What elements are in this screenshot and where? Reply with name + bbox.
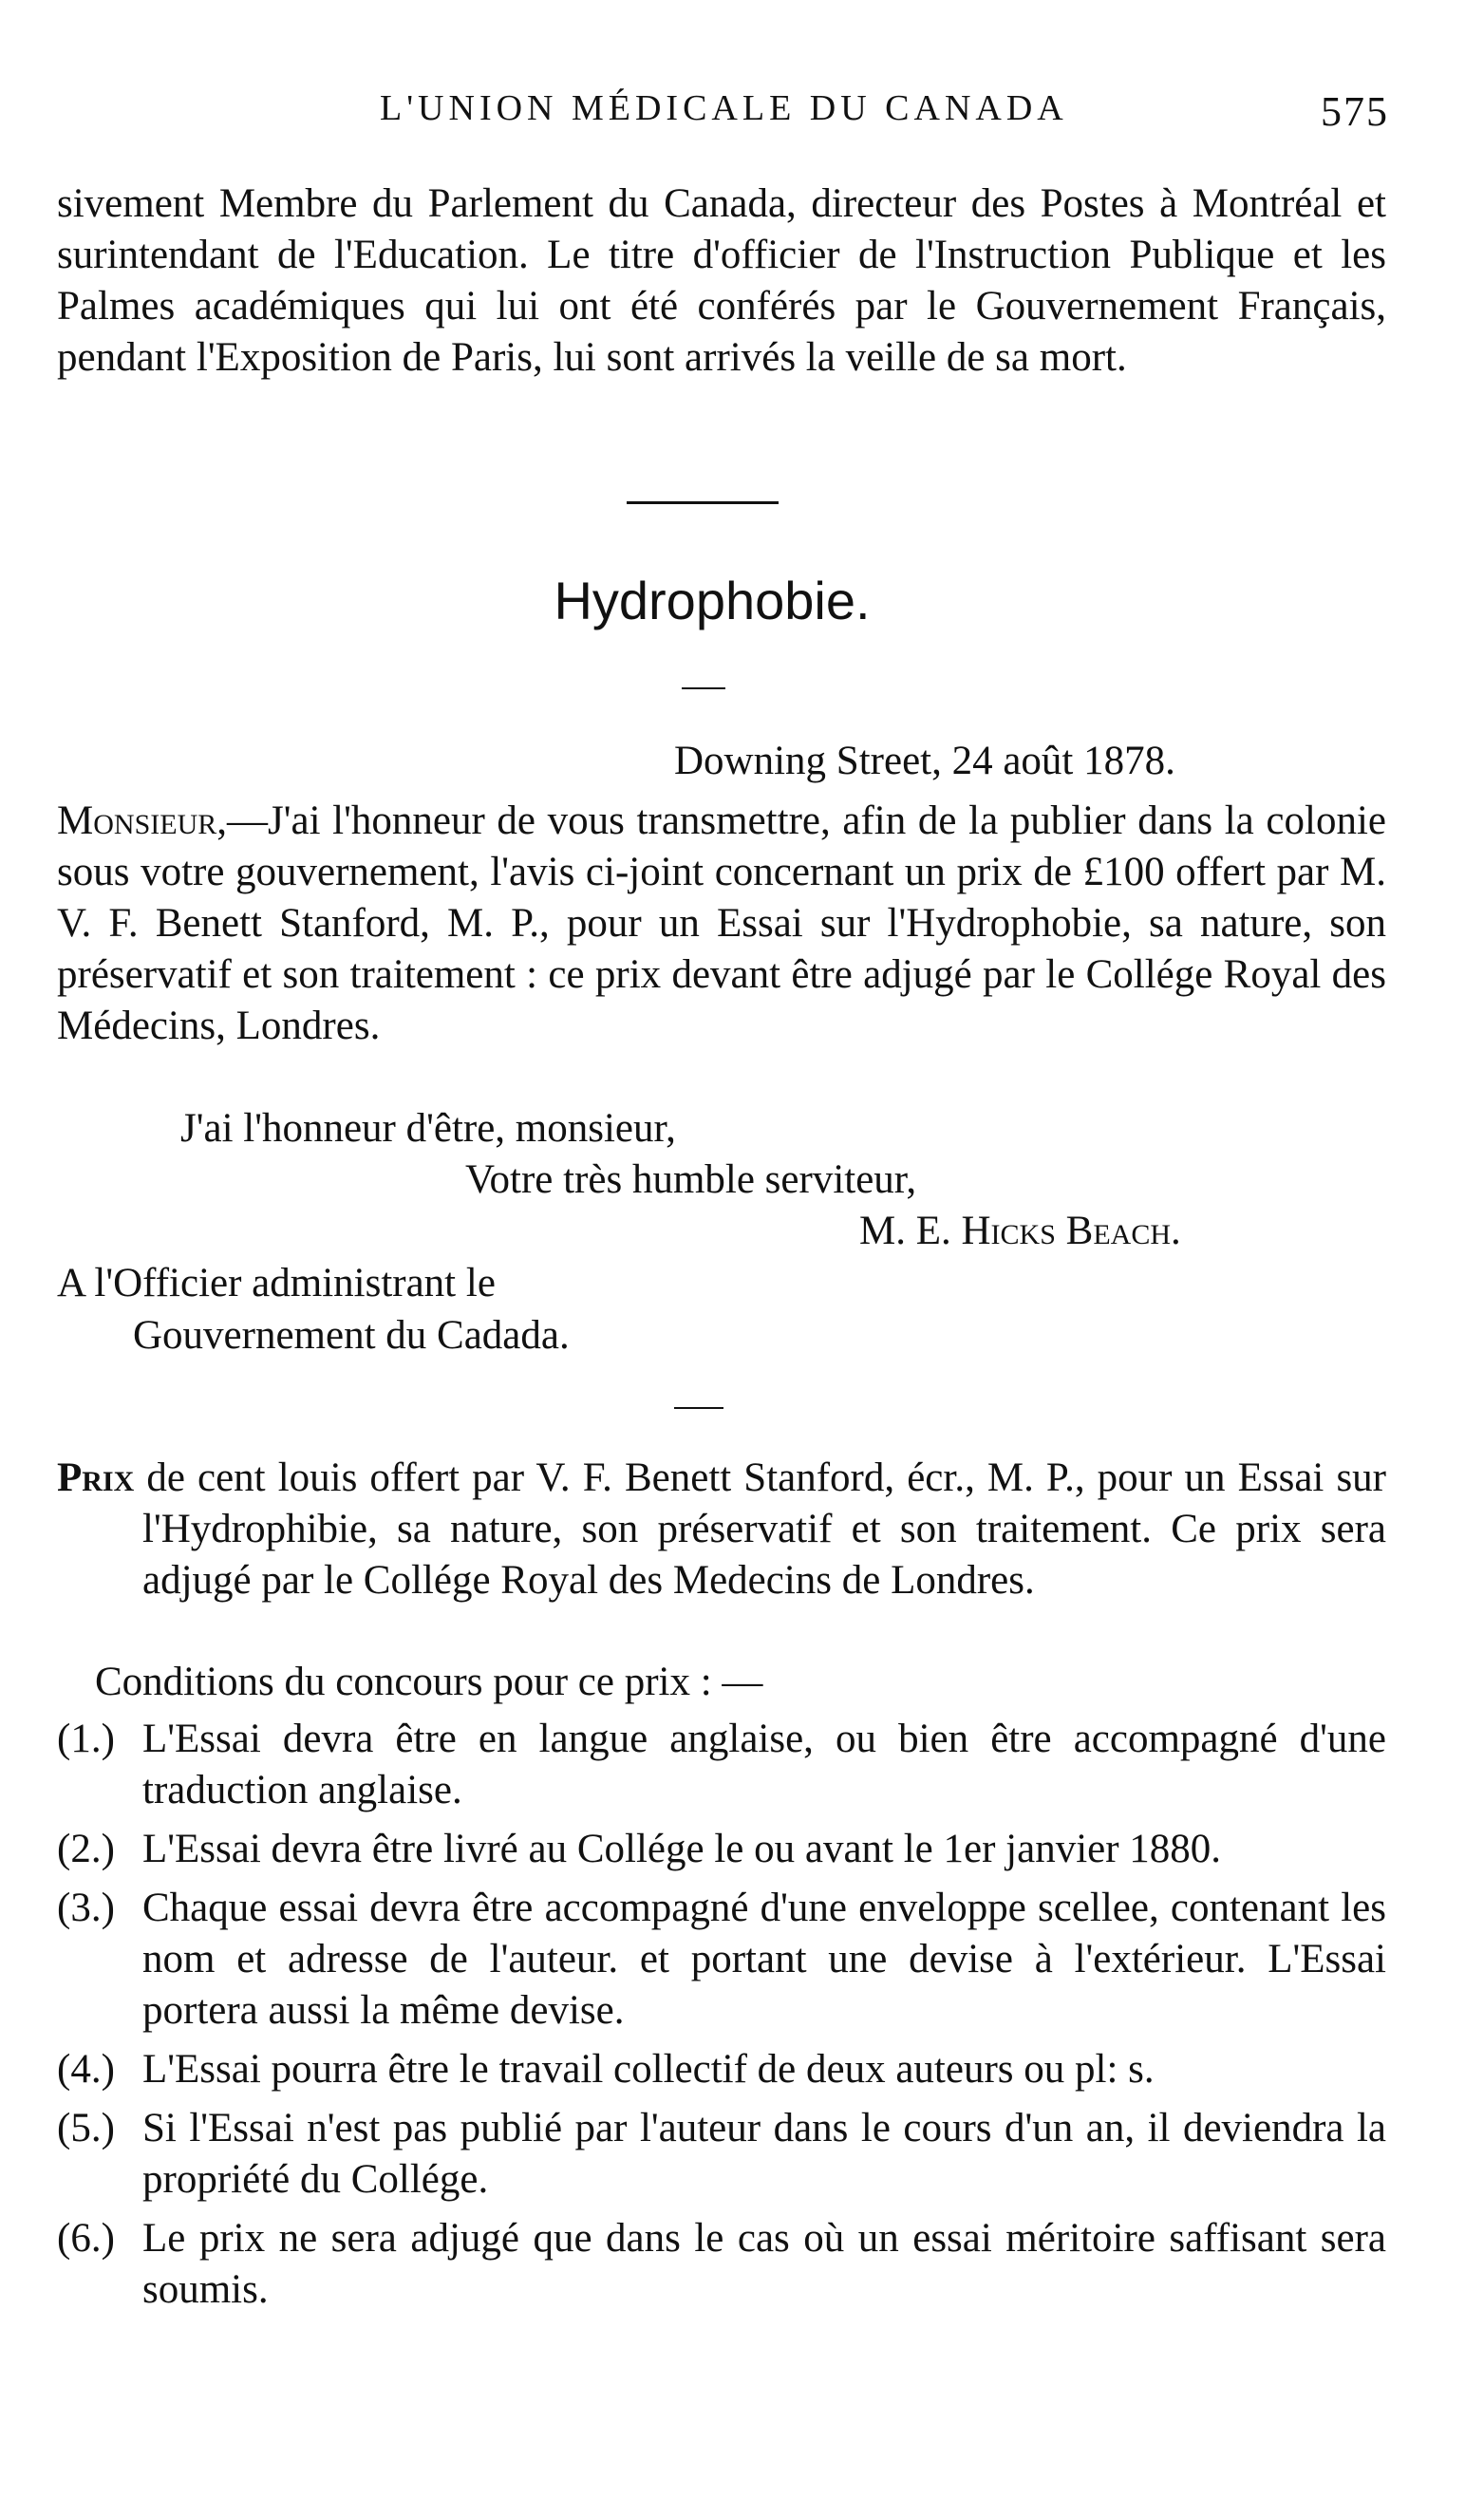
letter-paragraph [57,796,1386,1052]
condition-item [57,2103,1386,2206]
condition-text: Si l'Essai n'est pas publié par l'auteur dans le cours d'un an, il deviendra la propriété du Collége. [142,2106,1386,2202]
signature: M. E. Hicks Beach. [859,1209,1181,1253]
running-title: L'UNION MÉDICALE DU CANADA [380,88,1068,128]
condition-number: (1.) [57,1717,115,1761]
closing-line-1: J'ai l'honneur d'être, monsieur, [180,1106,676,1151]
condition-text: L'Essai devra être livré au Collége le ou avant le 1er janvier 1880. [142,1827,1222,1871]
condition-item [57,1883,1386,2037]
prize-block [57,1453,1386,1606]
salutation: Monsieur, [57,798,227,843]
article-title: Hydrophobie. [554,571,871,630]
page-number: 575 [1321,88,1389,135]
condition-text: L'Essai devra être en langue anglaise, ou bien être accompagné d'une traduction anglaise. [142,1717,1386,1812]
prize-paragraph [57,1453,1386,1606]
conditions-heading: Conditions du concours pour ce prix : — [95,1660,763,1704]
condition-item [57,2044,1386,2095]
condition-text: Chaque essai devra être accompagné d'une enveloppe scellee, contenant les nom et adresse de l'auteur. et portant une devise à l'extérieur. L'Essai portera aussi la même devise. [142,1886,1386,2033]
condition-item [57,1824,1386,1875]
condition-text: L'Essai pourra être le travail collectif de deux auteurs ou pl: s. [142,2047,1155,2092]
condition-text: Le prix ne sera adjugé que dans le cas où un essai méritoire saffisant sera soumis. [142,2216,1386,2312]
addressee-line-2: Gouvernement du Cadada. [133,1313,570,1358]
condition-number: (3.) [57,1886,115,1930]
condition-number: (4.) [57,2047,115,2092]
prize-text: de cent louis offert par V. F. Benett Stanford, écr., M. P., pour un Essai sur l'Hydrophibie, sa nature, son préservatif et son traitement. Ce prix sera adjugé par le Collége Royal des Medecins de Londres. [134,1455,1386,1603]
closing-line-2: Votre très humble serviteur, [465,1157,917,1202]
conditions-list [57,1714,1386,2316]
condition-number: (5.) [57,2106,115,2150]
intro-paragraph-block [57,178,1386,384]
letter-body: —J'ai l'honneur de vous transmettre, afin de la publier dans la colonie sous votre gouvernement, l'avis ci-joint concernant un prix de £100 offert par M. V. F. Benett Stanford, M. P., pour un Essai sur l'Hydrophobie, sa nature, son préservatif et son traitement : ce prix devant être adjugé par le Collége Royal des Médecins, Londres. [57,798,1386,1048]
running-head [57,87,1389,144]
condition-number: (2.) [57,1827,115,1871]
title-divider [682,687,725,689]
condition-number: (6.) [57,2216,115,2261]
condition-item [57,1714,1386,1816]
prize-lead: Prix [57,1455,135,1500]
dateline: Downing Street, 24 août 1878. [674,739,1175,783]
condition-item [57,2213,1386,2316]
letter-block [57,796,1386,1052]
notice-divider [674,1407,723,1409]
addressee-line-1: A l'Officier administrant le [57,1261,496,1305]
section-divider [627,501,779,504]
intro-paragraph: sivement Membre du Parlement du Canada, directeur des Postes à Montréal et surintendant de l'Education. Le titre d'officier de l'Instruction Publique et les Palmes académiques qui lui ont été conférés par le Gouvernement Français, pendant l'Exposition de Paris, lui sont arrivés la veille de sa mort. [57,181,1386,380]
